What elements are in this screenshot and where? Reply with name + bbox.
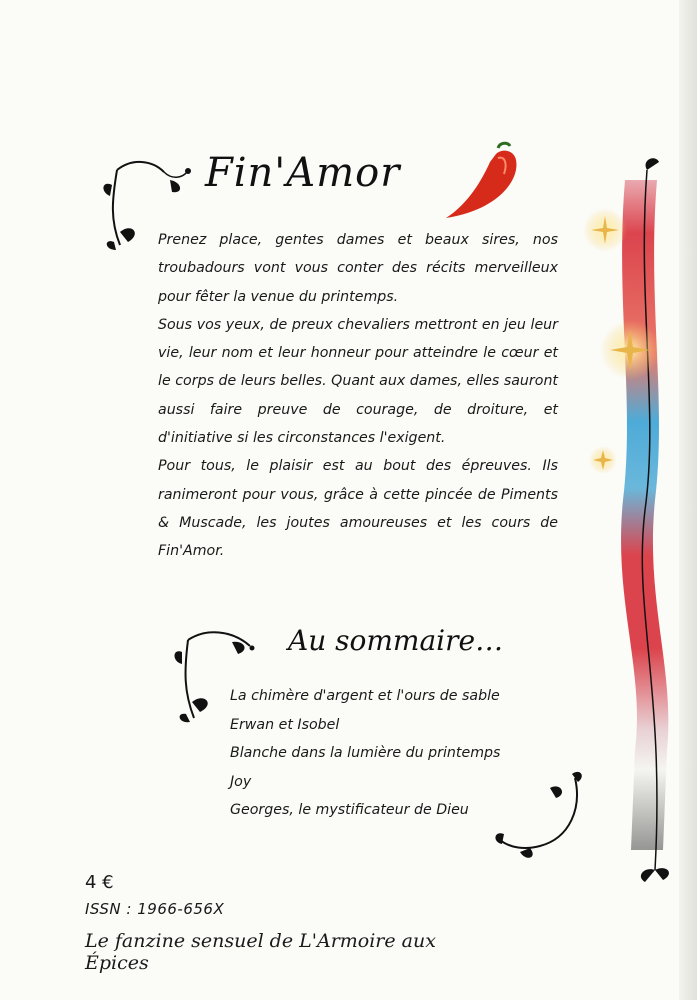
toc-item: Erwan et Isobel — [230, 716, 340, 733]
price: 4 € — [85, 872, 114, 893]
fanzine-tagline: Le fanzine sensuel de L'Armoire aux Épices — [85, 930, 436, 974]
page-title: Fin'Amor — [205, 150, 401, 196]
toc-item: Joy — [230, 773, 252, 790]
toc-item: La chimère d'argent et l'ours de sable — [230, 688, 500, 704]
ribbon-banner — [575, 150, 685, 900]
intro-paragraph: Sous vos yeux, de preux chevaliers mettront en jeu leur vie, leur nom et leur honneur pour atteindre le cœur et le corps de leurs belles. Quant aux dames, elles sauront aussi faire preuve de courage, de droiture, et d'initiative si les circonstances l'exigent. — [158, 316, 558, 447]
issn: ISSN : 1966-656X — [85, 900, 225, 918]
toc-item: Georges, le mystificateur de Dieu — [230, 802, 469, 818]
toc-item: Blanche dans la lumière du printemps — [230, 745, 501, 761]
intro-paragraph: Prenez place, gentes dames et beaux sires, nos troubadours vont vous conter des récits merveilleux pour fêter la venue du printemps. — [158, 232, 558, 305]
chili-pepper-icon — [438, 140, 528, 225]
intro-text — [158, 226, 558, 566]
intro-paragraph: Pour tous, le plaisir est au bout des épreuves. Ils ranimeront pour vous, grâce à cette pincée de Piments & Muscade, les joutes amoureuses et les cours de Fin'Amor. — [158, 458, 558, 560]
toc-title: Au sommaire… — [288, 624, 504, 657]
